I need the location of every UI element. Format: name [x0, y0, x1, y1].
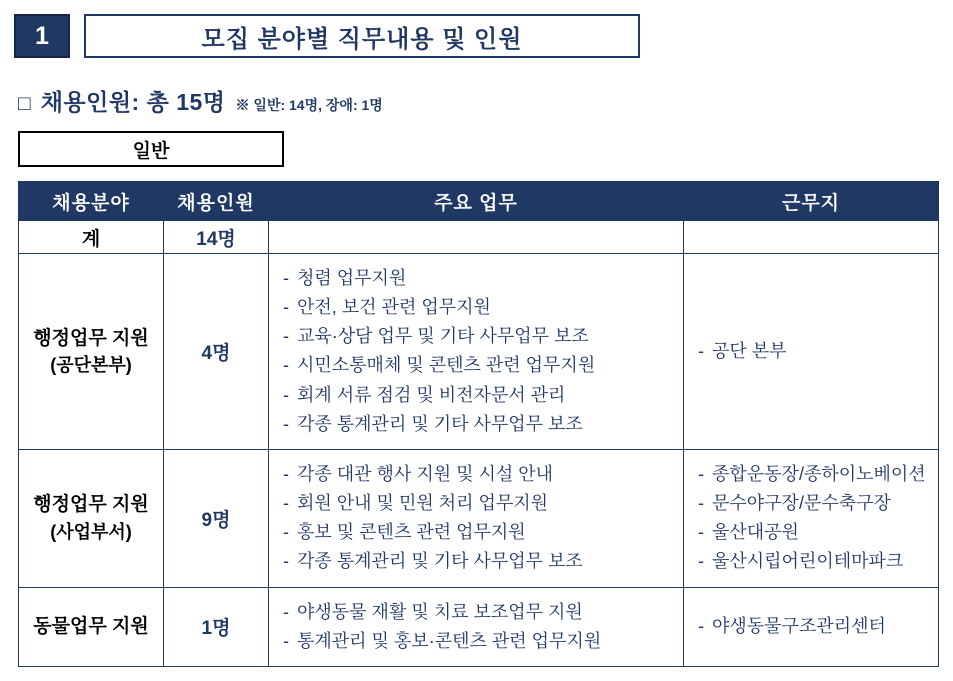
row-category	[19, 587, 164, 666]
recruitment-table	[18, 181, 939, 667]
location-text: 울산시립어린이테마파크	[712, 551, 904, 572]
duty-item	[283, 381, 669, 410]
location-item	[698, 460, 924, 489]
dash-bullet-icon: -	[283, 326, 289, 347]
dash-bullet-icon: -	[698, 616, 704, 637]
duties-list	[269, 254, 683, 449]
location-item	[698, 518, 924, 547]
duty-text: 교육·상담 업무 및 기타 사무업무 보조	[297, 326, 589, 347]
duty-item	[283, 410, 669, 439]
column-header-count: 채용인원	[164, 182, 269, 221]
duty-item	[283, 293, 669, 322]
row-category	[19, 449, 164, 587]
duty-text: 각종 대관 행사 지원 및 시설 안내	[297, 463, 554, 484]
location-list	[684, 327, 938, 376]
duty-text: 시민소통매체 및 콘텐츠 관련 업무지원	[297, 355, 596, 376]
table-row	[19, 221, 939, 254]
subtitle-note: ※ 일반: 14명, 장애: 1명	[235, 97, 383, 113]
location-item	[698, 612, 924, 641]
dash-bullet-icon: -	[283, 463, 289, 484]
location-item	[698, 547, 924, 576]
location-text: 울산대공원	[712, 522, 799, 543]
duty-item	[283, 627, 669, 656]
duty-item	[283, 547, 669, 576]
duty-text: 안전, 보건 관련 업무지원	[297, 297, 491, 318]
location-text: 야생동물구조관리센터	[712, 616, 886, 637]
category-tag-box	[18, 131, 284, 167]
row-category-main: 행정업무 지원	[33, 494, 149, 516]
total-duties-empty	[269, 221, 684, 254]
location-text: 종합운동장/종하이노베이션	[712, 463, 926, 484]
duty-text: 각종 통계관리 및 기타 사무업무 보조	[297, 413, 583, 434]
dash-bullet-icon: -	[283, 384, 289, 405]
duties-list	[269, 588, 683, 666]
category-tag-label: 일반	[132, 140, 170, 162]
location-text: 문수야구장/문수축구장	[712, 493, 891, 514]
location-item	[698, 489, 924, 518]
dash-bullet-icon: -	[698, 463, 704, 484]
dash-bullet-icon: -	[283, 355, 289, 376]
section-title-box	[84, 14, 640, 58]
row-duties	[269, 449, 684, 587]
duty-text: 회계 서류 점검 및 비전자문서 관리	[297, 384, 566, 405]
dash-bullet-icon: -	[283, 493, 289, 514]
location-list	[684, 450, 938, 587]
row-category-main: 행정업무 지원	[33, 327, 149, 349]
dash-bullet-icon: -	[698, 493, 704, 514]
dash-bullet-icon: -	[283, 630, 289, 651]
duty-item	[283, 322, 669, 351]
column-header-location: 근무지	[684, 182, 939, 221]
dash-bullet-icon: -	[283, 297, 289, 318]
row-category-main: 동물업무 지원	[33, 615, 149, 637]
duty-item	[283, 518, 669, 547]
column-header-field: 채용분야	[19, 182, 164, 221]
section-title: 모집 분야별 직무내용 및 인원	[201, 25, 523, 53]
dash-bullet-icon: -	[283, 413, 289, 434]
duty-item	[283, 351, 669, 380]
total-label: 계	[19, 221, 164, 254]
duty-item	[283, 598, 669, 627]
duty-text: 청렴 업무지원	[297, 268, 407, 288]
location-text: 공단 본부	[712, 340, 787, 361]
row-category	[19, 254, 164, 450]
dash-bullet-icon: -	[283, 551, 289, 572]
total-count: 14명	[164, 221, 269, 254]
duty-item	[283, 489, 669, 518]
duty-text: 통계관리 및 홍보·콘텐츠 관련 업무지원	[297, 630, 602, 651]
row-count: 9명	[164, 449, 269, 587]
table-header	[19, 182, 939, 221]
subtitle-row	[18, 84, 939, 117]
row-count: 1명	[164, 587, 269, 666]
duty-text: 야생동물 재활 및 치료 보조업무 지원	[297, 601, 583, 622]
row-duties	[269, 254, 684, 450]
duty-item	[283, 460, 669, 489]
table-header-row	[19, 182, 939, 221]
dash-bullet-icon: -	[283, 268, 289, 288]
row-count: 4명	[164, 254, 269, 450]
dash-bullet-icon: -	[698, 522, 704, 543]
table-row	[19, 587, 939, 666]
square-bullet-icon: □	[18, 92, 31, 115]
dash-bullet-icon: -	[698, 551, 704, 572]
section-header	[14, 14, 939, 58]
row-category-sub: (사업부서)	[50, 521, 132, 542]
dash-bullet-icon: -	[698, 340, 704, 361]
section-number-badge: 1	[14, 14, 70, 58]
duties-list	[269, 450, 683, 587]
dash-bullet-icon: -	[283, 601, 289, 622]
row-location	[684, 587, 939, 666]
subtitle-text: 채용인원: 총 15명	[40, 89, 226, 115]
row-location	[684, 449, 939, 587]
location-item	[698, 337, 924, 366]
duty-text: 회원 안내 및 민원 처리 업무지원	[297, 493, 549, 514]
duty-text: 홍보 및 콘텐츠 관련 업무지원	[297, 522, 526, 543]
duty-item	[283, 264, 669, 293]
row-category-sub: (공단본부)	[50, 355, 132, 376]
column-header-duties: 주요 업무	[269, 182, 684, 221]
table-row	[19, 254, 939, 450]
row-duties	[269, 587, 684, 666]
location-list	[684, 602, 938, 651]
total-location-empty	[684, 221, 939, 254]
row-location	[684, 254, 939, 450]
table-body	[19, 221, 939, 667]
dash-bullet-icon: -	[283, 522, 289, 543]
duty-text: 각종 통계관리 및 기타 사무업무 보조	[297, 551, 583, 572]
table-row	[19, 449, 939, 587]
